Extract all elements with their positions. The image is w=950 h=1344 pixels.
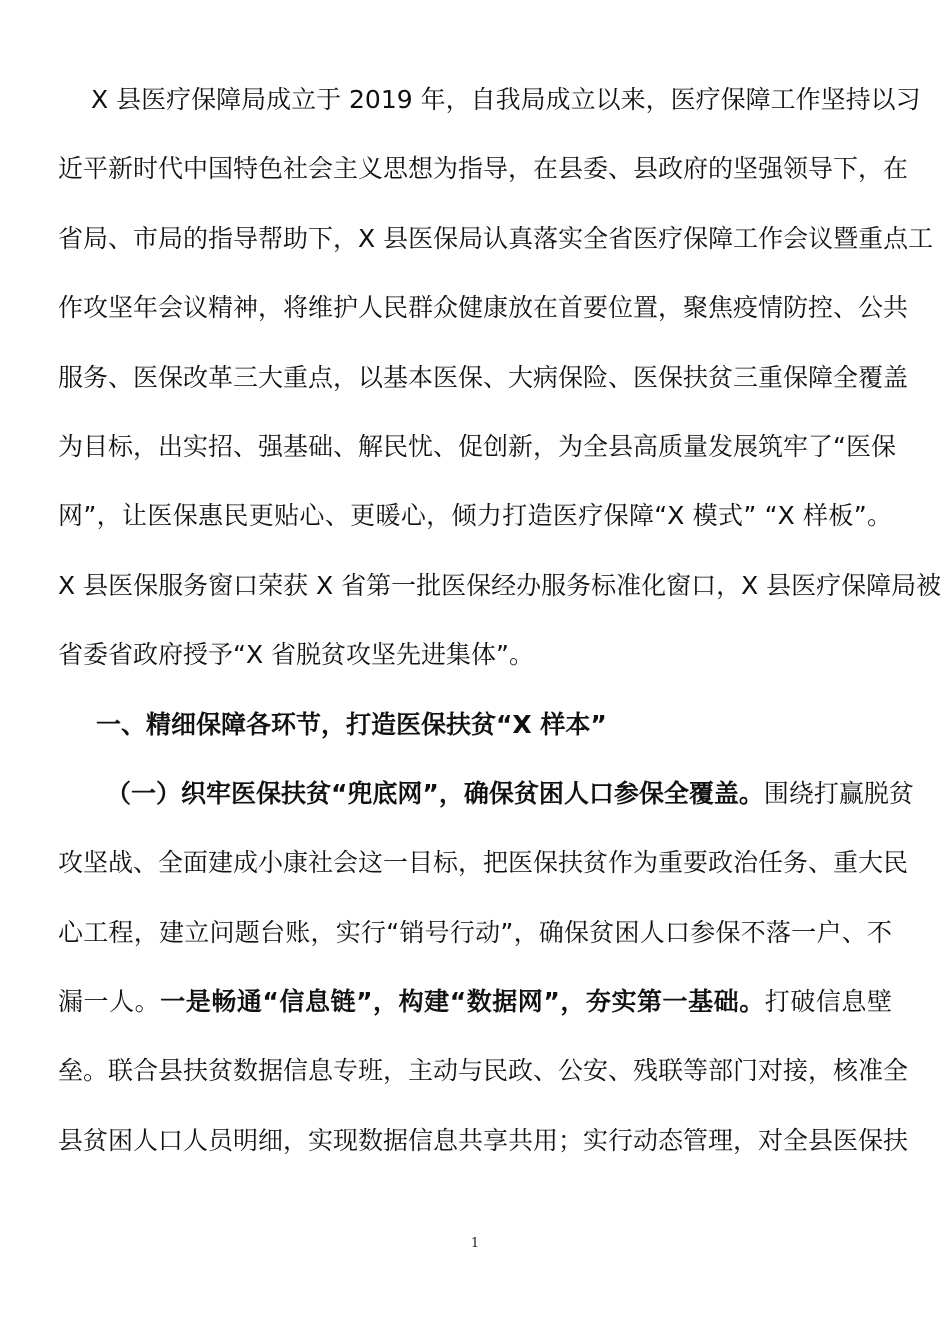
paragraph-line: 县贫困人口人员明细，实现数据信息共享共用；实行动态管理，对全县医保扶 <box>58 1125 909 1155</box>
bold-phrase: 一是畅通“信息链”，构建“数据网”，夯实第一基础。 <box>160 987 765 1017</box>
page-number: 1 <box>470 1236 480 1251</box>
paragraph-line: 网”，让医保惠民更贴心、更暖心，倾力打造医疗保障“X 模式” “X 样板”。 <box>58 501 892 531</box>
paragraph-line: 攻坚战、全面建成小康社会这一目标，把医保扶贫作为重要政治任务、重大民 <box>58 848 909 878</box>
paragraph-line: 近平新时代中国特色社会主义思想为指导，在县委、县政府的坚强领导下，在 <box>58 154 909 184</box>
intro-paragraph <box>58 65 942 690</box>
text-before-bold: 漏一人。 <box>58 987 161 1017</box>
subsection-title-line <box>58 759 914 828</box>
paragraph-line: 心工程，建立问题台账，实行“销号行动”，确保贫困人口参保不落一户、不 <box>58 917 892 947</box>
paragraph-line: 服务、医保改革三大重点，以基本医保、大病保险、医保扶贫三重保障全覆盖 <box>58 362 909 392</box>
subsection-title-tail: 围绕打赢脱贫 <box>763 778 914 808</box>
paragraph-line-with-bold <box>58 967 892 1036</box>
paragraph-line: 为目标，出实招、强基础、解民忧、促创新，为全县高质量发展筑牢了“医保 <box>58 431 896 461</box>
subsection-paragraph <box>58 759 914 1175</box>
paragraph-line: 省局、市局的指导帮助下，X 县医保局认真落实全省医疗保障工作会议暨重点工 <box>58 223 934 253</box>
paragraph-line: 作攻坚年会议精神，将维护人民群众健康放在首要位置，聚焦疫情防控、公共 <box>58 293 909 323</box>
text-after-bold: 打破信息壁 <box>764 987 892 1017</box>
paragraph-line: 省委省政府授予“X 省脱贫攻坚先进集体”。 <box>58 640 534 670</box>
section-heading: 一、精细保障各环节，打造医保扶贫“X 样本” <box>96 709 607 739</box>
paragraph-line: X 县医保服务窗口荣获 X 省第一批医保经办服务标准化窗口，X 县医疗保障局被 <box>58 570 942 600</box>
paragraph-line: X 县医疗保障局成立于 2019 年，自我局成立以来，医疗保障工作坚持以习 <box>91 85 921 114</box>
subsection-title: （一）织牢医保扶贫“兜底网”，确保贫困人口参保全覆盖。 <box>106 778 764 808</box>
paragraph-line: 垒。联合县扶贫数据信息专班，主动与民政、公安、残联等部门对接，核准全 <box>58 1056 909 1086</box>
document-body <box>58 65 942 1175</box>
